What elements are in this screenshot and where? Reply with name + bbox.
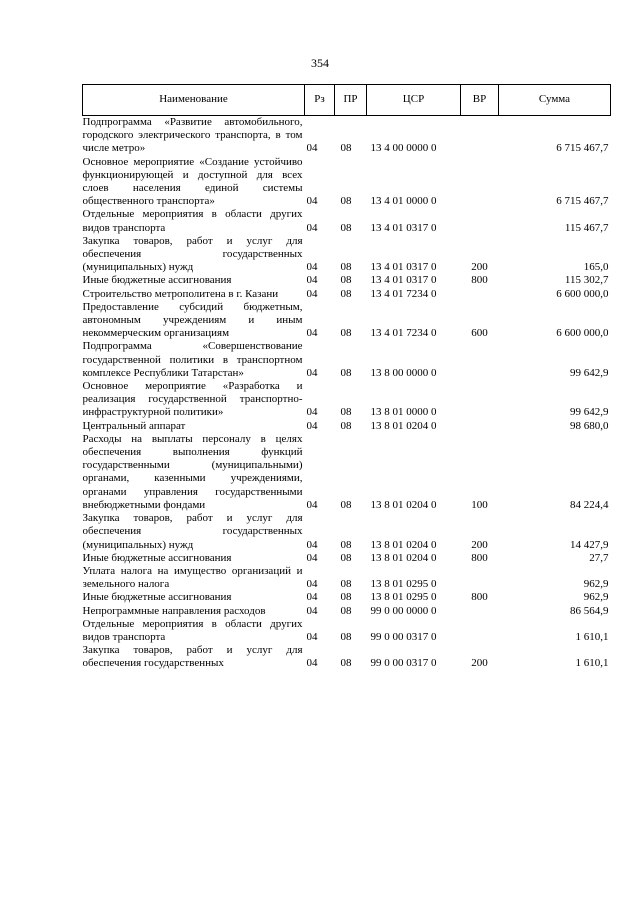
header-name: Наименование [83, 85, 305, 116]
cell-pr: 08 [340, 578, 352, 591]
cell-rz: 04 [306, 366, 318, 379]
cell-pr: 08 [340, 221, 352, 234]
cell-name: Строительство метрополитена в г. Казани [82, 287, 279, 300]
cell-csr: 13 4 01 0317 0 [370, 261, 437, 274]
table-body [83, 116, 611, 671]
cell-rz: 04 [306, 406, 318, 419]
table-row [83, 618, 611, 644]
cell-csr: 13 8 01 0204 0 [370, 551, 437, 564]
cell-csr: 13 4 01 0317 0 [370, 221, 437, 234]
cell-sum: 6 715 467,7 [556, 142, 609, 155]
cell-name: Иные бюджетные ассигнования [82, 274, 232, 287]
budget-table [82, 84, 611, 671]
cell-sum: 27,7 [589, 551, 609, 564]
cell-csr: 13 4 01 7234 0 [370, 327, 437, 340]
cell-rz: 04 [306, 551, 318, 564]
cell-csr: 13 8 01 0000 0 [370, 406, 437, 419]
cell-csr: 13 8 00 0000 0 [370, 366, 437, 379]
cell-name: Подпрограмма «Совершенствование государственной политики в транспортном комплексе Республики Татарстан» [82, 340, 303, 379]
cell-rz: 04 [306, 221, 318, 234]
cell-vr [461, 565, 499, 591]
cell-vr [461, 288, 499, 301]
cell-sum: 1 610,1 [575, 657, 609, 670]
cell-sum: 86 564,9 [570, 604, 609, 617]
cell-csr: 13 8 01 0204 0 [370, 538, 437, 551]
table-row [83, 512, 611, 552]
cell-pr: 08 [340, 287, 352, 300]
table-row [83, 340, 611, 380]
cell-pr: 08 [340, 551, 352, 564]
cell-name: Подпрограмма «Развитие автомобильного, городского электрического транспорта, в том числе метро» [82, 116, 303, 155]
table-header [83, 85, 611, 116]
cell-sum: 84 224,4 [570, 498, 609, 511]
page-number: 354 [311, 56, 329, 70]
cell-pr: 08 [340, 630, 352, 643]
cell-vr [461, 116, 499, 156]
cell-name: Закупка товаров, работ и услуг для обеспечения государственных [82, 644, 303, 670]
table-row [83, 644, 611, 670]
cell-rz: 04 [306, 630, 318, 643]
cell-vr: 800 [471, 591, 488, 604]
cell-vr [461, 380, 499, 420]
cell-vr [461, 208, 499, 234]
cell-rz: 04 [306, 261, 318, 274]
table-row [83, 274, 611, 287]
cell-sum: 99 642,9 [570, 366, 609, 379]
cell-rz: 04 [306, 274, 318, 287]
cell-name: Предоставление субсидий бюджетным, автономным учреждениям и иным некоммерческим организациям [82, 300, 303, 340]
cell-name: Иные бюджетные ассигнования [82, 551, 232, 564]
cell-vr: 800 [471, 274, 488, 287]
cell-rz: 04 [306, 591, 318, 604]
cell-name: Закупка товаров, работ и услуг для обеспечения государственных (муниципальных) нужд [82, 512, 303, 551]
cell-rz: 04 [306, 538, 318, 551]
cell-pr: 08 [340, 142, 352, 155]
table-row [83, 591, 611, 604]
cell-pr: 08 [340, 366, 352, 379]
cell-pr: 08 [340, 327, 352, 340]
cell-sum: 6 600 000,0 [556, 287, 609, 300]
cell-csr: 99 0 00 0317 0 [370, 630, 437, 643]
cell-name: Отдельные мероприятия в области других видов транспорта [82, 617, 303, 643]
cell-pr: 08 [340, 604, 352, 617]
cell-rz: 04 [306, 604, 318, 617]
cell-vr [461, 156, 499, 209]
cell-csr: 13 8 01 0295 0 [370, 578, 437, 591]
cell-csr: 13 8 01 0204 0 [370, 419, 437, 432]
cell-vr [461, 618, 499, 644]
cell-pr: 08 [340, 591, 352, 604]
table-row [83, 116, 611, 156]
cell-rz: 04 [306, 657, 318, 670]
cell-rz: 04 [306, 195, 318, 208]
cell-csr: 13 4 00 0000 0 [370, 142, 437, 155]
cell-sum: 962,9 [583, 591, 609, 604]
cell-pr: 08 [340, 274, 352, 287]
cell-csr: 99 0 00 0317 0 [370, 657, 437, 670]
table-row [83, 380, 611, 420]
cell-pr: 08 [340, 406, 352, 419]
cell-name: Центральный аппарат [82, 419, 186, 432]
cell-vr [461, 605, 499, 618]
cell-name: Иные бюджетные ассигнования [82, 591, 232, 604]
cell-rz: 04 [306, 327, 318, 340]
cell-csr: 13 4 01 0000 0 [370, 195, 437, 208]
cell-vr: 200 [471, 538, 488, 551]
header-pr: ПР [335, 85, 367, 116]
cell-sum: 98 680,0 [570, 419, 609, 432]
cell-vr: 600 [471, 327, 488, 340]
cell-name: Закупка товаров, работ и услуг для обеспечения государственных (муниципальных) нужд [82, 234, 303, 274]
cell-csr: 13 4 01 7234 0 [370, 287, 437, 300]
cell-pr: 08 [340, 498, 352, 511]
cell-vr: 200 [471, 261, 488, 274]
table-row [83, 156, 611, 209]
table-row [83, 235, 611, 275]
cell-sum: 115 302,7 [564, 274, 609, 287]
cell-sum: 99 642,9 [570, 406, 609, 419]
cell-sum: 6 715 467,7 [556, 195, 609, 208]
cell-sum: 1 610,1 [575, 630, 609, 643]
cell-rz: 04 [306, 419, 318, 432]
cell-sum: 962,9 [583, 578, 609, 591]
cell-csr: 13 8 01 0295 0 [370, 591, 437, 604]
cell-pr: 08 [340, 261, 352, 274]
table-row [83, 288, 611, 301]
cell-csr: 99 0 00 0000 0 [370, 604, 437, 617]
header-row [83, 85, 611, 116]
cell-vr: 100 [471, 498, 488, 511]
table-row [83, 208, 611, 234]
cell-pr: 08 [340, 195, 352, 208]
header-rz: Рз [305, 85, 335, 116]
cell-name: Расходы на выплаты персоналу в целях обеспечения выполнения функций государственными (муниципальными) органами, казенными учреждениями, органами управления государственными внебюджетными фондами [82, 432, 303, 511]
cell-pr: 08 [340, 657, 352, 670]
cell-vr [461, 340, 499, 380]
cell-sum: 115 467,7 [564, 221, 609, 234]
header-csr: ЦСР [367, 85, 461, 116]
cell-rz: 04 [306, 287, 318, 300]
table-row [83, 301, 611, 341]
cell-csr: 13 4 01 0317 0 [370, 274, 437, 287]
cell-rz: 04 [306, 498, 318, 511]
cell-rz: 04 [306, 142, 318, 155]
header-sum: Сумма [499, 85, 611, 116]
cell-name: Основное мероприятие «Создание устойчиво функционирующей и доступной для всех слоев населения единой системы общественного транспорта» [82, 155, 303, 208]
cell-name: Непрограммные направления расходов [82, 604, 266, 617]
cell-pr: 08 [340, 538, 352, 551]
cell-vr: 800 [471, 551, 488, 564]
table-row [83, 420, 611, 433]
cell-name: Основное мероприятие «Разработка и реализация государственной транспортно-инфраструктурной политики» [82, 380, 303, 419]
table-row [83, 433, 611, 512]
cell-vr [461, 420, 499, 433]
table-row [83, 552, 611, 565]
cell-pr: 08 [340, 419, 352, 432]
cell-sum: 165,0 [583, 261, 609, 274]
cell-vr: 200 [471, 657, 488, 670]
cell-name: Уплата налога на имущество организаций и земельного налога [82, 564, 303, 591]
cell-sum: 6 600 000,0 [556, 327, 609, 340]
cell-rz: 04 [306, 578, 318, 591]
header-vr: ВР [461, 85, 499, 116]
table-row [83, 565, 611, 591]
cell-name: Отдельные мероприятия в области других видов транспорта [82, 208, 303, 234]
cell-sum: 14 427,9 [570, 538, 609, 551]
cell-csr: 13 8 01 0204 0 [370, 498, 437, 511]
table-row [83, 605, 611, 618]
